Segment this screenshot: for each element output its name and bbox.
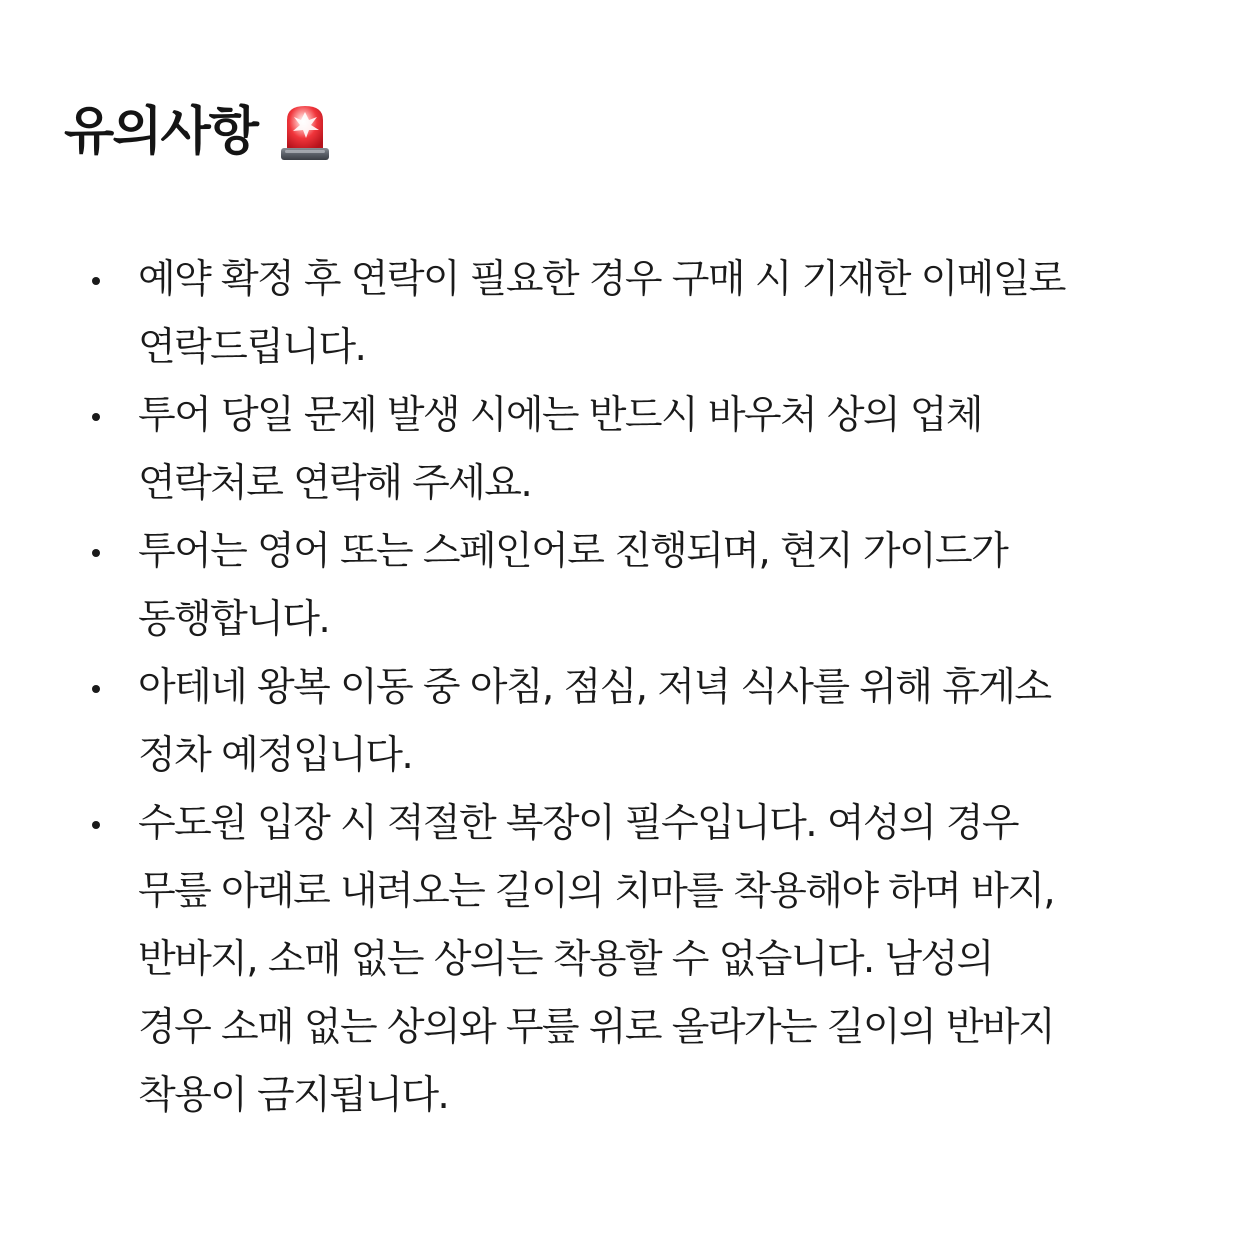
list-item-text: 동행합니다. xyxy=(138,597,330,642)
list-item xyxy=(92,518,1202,654)
list-item-text: 투어 당일 문제 발생 시에는 반드시 바우처 상의 업체 xyxy=(138,393,982,438)
list-item-text: 정차 예정입니다. xyxy=(138,733,413,778)
notice-list xyxy=(92,246,1202,1130)
bullet-icon xyxy=(92,821,100,829)
bullet-icon xyxy=(92,413,100,421)
list-item-text: 반바지, 소매 없는 상의는 착용할 수 없습니다. 남성의 xyxy=(138,937,993,982)
list-item-text: 연락드립니다. xyxy=(138,325,366,370)
list-item xyxy=(92,246,1202,382)
list-item-text: 수도원 입장 시 적절한 복장이 필수입니다. 여성의 경우 xyxy=(138,801,1019,846)
police-siren-icon xyxy=(279,100,331,164)
list-item-text: 투어는 영어 또는 스페인어로 진행되며, 현지 가이드가 xyxy=(138,529,1008,574)
list-item-text: 아테네 왕복 이동 중 아침, 점심, 저녁 식사를 위해 휴게소 xyxy=(138,665,1051,710)
list-item-text: 무릎 아래로 내려오는 길이의 치마를 착용해야 하며 바지, xyxy=(138,869,1055,914)
page-title: 유의사항 xyxy=(64,102,257,162)
bullet-icon xyxy=(92,277,100,285)
bullet-icon xyxy=(92,549,100,557)
list-item-text: 착용이 금지됩니다. xyxy=(138,1073,449,1118)
list-item xyxy=(92,654,1202,790)
notice-heading xyxy=(64,92,331,172)
list-item xyxy=(92,382,1202,518)
bullet-icon xyxy=(92,685,100,693)
list-item-text: 예약 확정 후 연락이 필요한 경우 구매 시 기재한 이메일로 xyxy=(138,257,1065,302)
list-item-text: 연락처로 연락해 주세요. xyxy=(138,461,532,506)
list-item xyxy=(92,790,1202,1130)
list-item-text: 경우 소매 없는 상의와 무릎 위로 올라가는 길이의 반바지 xyxy=(138,1005,1055,1050)
